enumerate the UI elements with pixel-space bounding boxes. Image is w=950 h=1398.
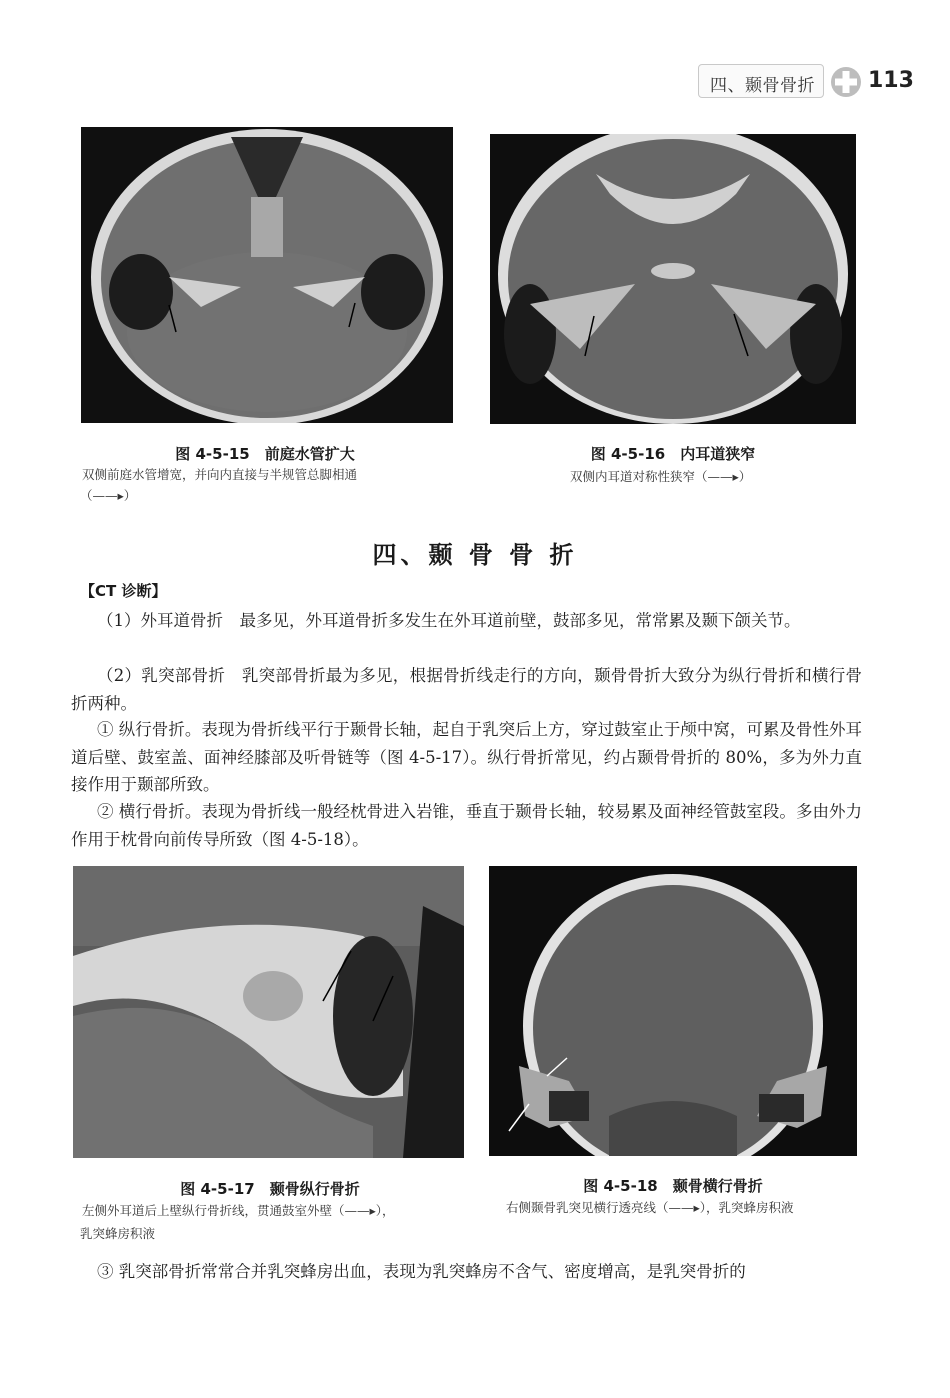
figure-title: 内耳道狭窄 <box>680 445 756 463</box>
subheading: 【CT 诊断】 <box>80 582 167 600</box>
figure-label: 图 4-5-16 <box>590 445 666 463</box>
figure-caption-title <box>155 1178 385 1199</box>
page-number: 113 <box>868 68 914 93</box>
figure-caption-desc: 双侧内耳道对称性狭窄（——▸） <box>570 469 752 484</box>
figure-caption-title <box>568 443 778 464</box>
paragraph: （1）外耳道骨折 最多见，外耳道骨折多发生在外耳道前壁，鼓部多见，常常累及颞下颌关节。 <box>97 611 801 630</box>
ct-figure-internal-auditory-canal <box>490 134 856 424</box>
section-title: 四、颞 骨 骨 折 <box>372 540 578 569</box>
paragraph: （2）乳突部骨折 乳突部骨折最为多见，根据骨折线走行的方向，颞骨骨折大致分为纵行骨折和横行骨折两种。 <box>71 666 862 713</box>
figure-caption-desc: 右侧颞骨乳突见横行透亮线（——▸），乳突蜂房积液 <box>506 1200 794 1215</box>
ct-figure-longitudinal-fracture <box>73 866 464 1158</box>
figure-caption-desc: 双侧前庭水管增宽，并向内直接与半规管总脚相通 <box>82 467 358 482</box>
ct-figure-transverse-fracture <box>489 866 857 1156</box>
figure-caption-desc-2: 乳突蜂房积液 <box>80 1226 156 1241</box>
running-header-title: 四、颞骨骨折 <box>710 76 815 96</box>
figure-caption-title <box>150 443 380 464</box>
figure-caption-title <box>563 1175 783 1196</box>
medical-cross-icon <box>830 66 862 98</box>
figure-label: 图 4-5-18 <box>583 1177 658 1195</box>
ct-figure-vestibular-aqueduct <box>81 127 453 423</box>
figure-title: 颞骨纵行骨折 <box>269 1180 360 1198</box>
paragraph: ① 纵行骨折。表现为骨折线平行于颞骨长轴，起自于乳突后上方，穿过鼓室止于颅中窝，可累及骨性外耳道后壁、鼓室盖、面神经膝部及听骨链等（图 4-5-17）。纵行骨折常见，约占颞骨骨折的 80%，多为外力直接作用于颞部所致。 <box>71 720 862 794</box>
figure-label: 图 4-5-17 <box>180 1180 255 1198</box>
figure-title: 前庭水管扩大 <box>264 445 355 463</box>
figure-title: 颞骨横行骨折 <box>672 1177 763 1195</box>
figure-label: 图 4-5-15 <box>175 445 250 463</box>
figure-caption-desc-2: （——▸） <box>80 488 137 503</box>
paragraph: ③ 乳突部骨折常常合并乳突蜂房出血，表现为乳突蜂房不含气、密度增高，是乳突骨折的 <box>97 1262 746 1281</box>
figure-caption-desc: 左侧外耳道后上壁纵行骨折线，贯通鼓室外壁（——▸）， <box>82 1203 395 1218</box>
paragraph: ② 横行骨折。表现为骨折线一般经枕骨进入岩锥，垂直于颞骨长轴，较易累及面神经管鼓室段。多由外力作用于枕骨向前传导所致（图 4-5-18）。 <box>71 802 862 849</box>
